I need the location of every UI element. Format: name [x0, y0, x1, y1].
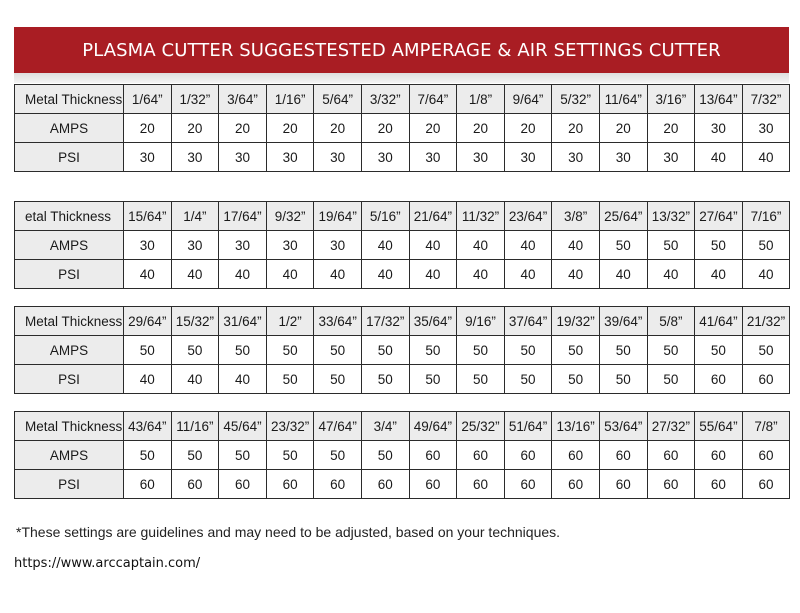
thickness-cell: 13/64” — [695, 85, 743, 114]
psi-cell: 60 — [742, 365, 790, 394]
psi-cell: 30 — [124, 143, 172, 172]
amps-cell: 50 — [504, 336, 552, 365]
psi-cell: 60 — [171, 470, 219, 499]
thickness-cell: 1/4” — [171, 202, 219, 231]
amps-cell: 60 — [647, 441, 695, 470]
thickness-cell: 49/64” — [409, 412, 457, 441]
psi-cell: 50 — [599, 365, 647, 394]
amps-cell: 60 — [504, 441, 552, 470]
thickness-cell: 5/64” — [314, 85, 362, 114]
amps-cell: 20 — [552, 114, 600, 143]
thickness-cell: 9/64” — [504, 85, 552, 114]
psi-cell: 60 — [504, 470, 552, 499]
thickness-cell: 3/8” — [552, 202, 600, 231]
amps-cell: 50 — [742, 336, 790, 365]
thickness-row — [15, 85, 790, 114]
thickness-cell: 47/64” — [314, 412, 362, 441]
thickness-row — [15, 307, 790, 336]
psi-cell: 60 — [124, 470, 172, 499]
amps-cell: 50 — [219, 336, 267, 365]
amps-cell: 20 — [504, 114, 552, 143]
thickness-cell: 37/64” — [504, 307, 552, 336]
amps-cell: 50 — [647, 336, 695, 365]
psi-cell: 60 — [457, 470, 505, 499]
row-label: AMPS — [15, 231, 124, 260]
row-label: Metal Thickness — [15, 412, 124, 441]
amps-cell: 40 — [409, 231, 457, 260]
psi-row — [15, 470, 790, 499]
settings-table — [14, 84, 790, 172]
thickness-cell: 1/8” — [457, 85, 505, 114]
page-title: PLASMA CUTTER SUGGESTESTED AMPERAGE & AIR SETTINGS CUTTER — [82, 39, 721, 61]
amps-row — [15, 441, 790, 470]
psi-cell: 60 — [361, 470, 409, 499]
row-label: PSI — [15, 143, 124, 172]
thickness-cell: 11/16” — [171, 412, 219, 441]
amps-cell: 50 — [695, 336, 743, 365]
thickness-cell: 9/16” — [457, 307, 505, 336]
psi-cell: 40 — [457, 260, 505, 289]
psi-cell: 30 — [266, 143, 314, 172]
amps-cell: 20 — [219, 114, 267, 143]
thickness-cell: 17/32” — [361, 307, 409, 336]
amps-cell: 40 — [504, 231, 552, 260]
amps-cell: 50 — [647, 231, 695, 260]
amps-cell: 50 — [695, 231, 743, 260]
psi-cell: 50 — [314, 365, 362, 394]
thickness-cell: 1/64” — [124, 85, 172, 114]
psi-cell: 50 — [361, 365, 409, 394]
amps-row — [15, 231, 790, 260]
amps-cell: 50 — [314, 336, 362, 365]
amps-cell: 50 — [361, 336, 409, 365]
thickness-cell: 15/64” — [124, 202, 172, 231]
psi-cell: 30 — [599, 143, 647, 172]
thickness-row — [15, 202, 790, 231]
row-label: AMPS — [15, 441, 124, 470]
thickness-cell: 17/64” — [219, 202, 267, 231]
amps-cell: 50 — [171, 441, 219, 470]
thickness-cell: 5/32” — [552, 85, 600, 114]
row-label: AMPS — [15, 336, 124, 365]
thickness-cell: 19/32” — [552, 307, 600, 336]
amps-cell: 60 — [695, 441, 743, 470]
settings-table — [14, 306, 790, 394]
thickness-cell: 7/16” — [742, 202, 790, 231]
psi-cell: 30 — [361, 143, 409, 172]
psi-cell: 40 — [504, 260, 552, 289]
amps-cell: 30 — [219, 231, 267, 260]
psi-cell: 60 — [409, 470, 457, 499]
psi-cell: 50 — [647, 365, 695, 394]
amps-cell: 50 — [266, 336, 314, 365]
thickness-cell: 41/64” — [695, 307, 743, 336]
title-banner — [14, 27, 789, 73]
amps-cell: 50 — [599, 231, 647, 260]
thickness-cell: 7/32” — [742, 85, 790, 114]
psi-cell: 60 — [647, 470, 695, 499]
psi-cell: 30 — [552, 143, 600, 172]
psi-cell: 30 — [409, 143, 457, 172]
thickness-cell: 5/8” — [647, 307, 695, 336]
thickness-cell: 53/64” — [599, 412, 647, 441]
amps-cell: 60 — [742, 441, 790, 470]
psi-cell: 50 — [409, 365, 457, 394]
amps-cell: 50 — [361, 441, 409, 470]
thickness-cell: 1/16” — [266, 85, 314, 114]
amps-cell: 60 — [409, 441, 457, 470]
thickness-cell: 45/64” — [219, 412, 267, 441]
amps-row — [15, 114, 790, 143]
amps-cell: 20 — [599, 114, 647, 143]
thickness-cell: 3/4” — [361, 412, 409, 441]
settings-table — [14, 201, 790, 289]
amps-cell: 20 — [361, 114, 409, 143]
amps-cell: 20 — [647, 114, 695, 143]
settings-table — [14, 411, 790, 499]
amps-cell: 50 — [266, 441, 314, 470]
thickness-cell: 23/32” — [266, 412, 314, 441]
row-label: PSI — [15, 365, 124, 394]
thickness-cell: 27/32” — [647, 412, 695, 441]
psi-cell: 60 — [599, 470, 647, 499]
thickness-row — [15, 412, 790, 441]
amps-cell: 50 — [552, 336, 600, 365]
amps-cell: 20 — [124, 114, 172, 143]
psi-cell: 40 — [314, 260, 362, 289]
amps-cell: 60 — [599, 441, 647, 470]
amps-cell: 60 — [552, 441, 600, 470]
thickness-cell: 29/64” — [124, 307, 172, 336]
psi-cell: 40 — [695, 260, 743, 289]
amps-cell: 30 — [266, 231, 314, 260]
psi-cell: 40 — [552, 260, 600, 289]
psi-cell: 40 — [171, 260, 219, 289]
row-label: PSI — [15, 470, 124, 499]
row-label: etal Thickness — [15, 202, 124, 231]
thickness-cell: 33/64” — [314, 307, 362, 336]
psi-row — [15, 143, 790, 172]
amps-cell: 30 — [171, 231, 219, 260]
psi-cell: 60 — [219, 470, 267, 499]
amps-cell: 40 — [361, 231, 409, 260]
psi-cell: 40 — [124, 260, 172, 289]
psi-cell: 40 — [171, 365, 219, 394]
thickness-cell: 3/16” — [647, 85, 695, 114]
psi-cell: 60 — [552, 470, 600, 499]
thickness-cell: 35/64” — [409, 307, 457, 336]
thickness-cell: 43/64” — [124, 412, 172, 441]
thickness-cell: 3/64” — [219, 85, 267, 114]
thickness-cell: 19/64” — [314, 202, 362, 231]
amps-cell: 20 — [409, 114, 457, 143]
row-label: Metal Thickness — [15, 85, 124, 114]
amps-cell: 20 — [266, 114, 314, 143]
psi-cell: 50 — [504, 365, 552, 394]
psi-cell: 40 — [742, 143, 790, 172]
amps-cell: 50 — [124, 441, 172, 470]
thickness-cell: 1/32” — [171, 85, 219, 114]
psi-cell: 40 — [409, 260, 457, 289]
psi-cell: 60 — [314, 470, 362, 499]
psi-cell: 50 — [552, 365, 600, 394]
psi-cell: 30 — [219, 143, 267, 172]
psi-cell: 40 — [647, 260, 695, 289]
psi-cell: 40 — [695, 143, 743, 172]
thickness-cell: 39/64” — [599, 307, 647, 336]
footnote: *These settings are guidelines and may need to be adjusted, based on your techniques. — [16, 524, 561, 540]
source-url[interactable]: https://www.arccaptain.com/ — [14, 556, 201, 571]
amps-cell: 50 — [599, 336, 647, 365]
psi-cell: 40 — [219, 365, 267, 394]
thickness-cell: 25/32” — [457, 412, 505, 441]
thickness-cell: 13/32” — [647, 202, 695, 231]
amps-cell: 30 — [314, 231, 362, 260]
psi-cell: 30 — [314, 143, 362, 172]
psi-row — [15, 365, 790, 394]
amps-cell: 20 — [314, 114, 362, 143]
thickness-cell: 21/32” — [742, 307, 790, 336]
thickness-cell: 23/64” — [504, 202, 552, 231]
thickness-cell: 15/32” — [171, 307, 219, 336]
psi-cell: 30 — [504, 143, 552, 172]
psi-cell: 40 — [742, 260, 790, 289]
psi-cell: 50 — [457, 365, 505, 394]
amps-cell: 30 — [124, 231, 172, 260]
psi-cell: 30 — [171, 143, 219, 172]
psi-cell: 40 — [599, 260, 647, 289]
thickness-cell: 7/64” — [409, 85, 457, 114]
amps-cell: 20 — [457, 114, 505, 143]
psi-row — [15, 260, 790, 289]
thickness-cell: 55/64” — [695, 412, 743, 441]
psi-cell: 30 — [457, 143, 505, 172]
amps-cell: 50 — [171, 336, 219, 365]
amps-cell: 50 — [409, 336, 457, 365]
thickness-cell: 13/16” — [552, 412, 600, 441]
thickness-cell: 3/32” — [361, 85, 409, 114]
thickness-cell: 21/64” — [409, 202, 457, 231]
thickness-cell: 25/64” — [599, 202, 647, 231]
thickness-cell: 11/64” — [599, 85, 647, 114]
amps-cell: 50 — [742, 231, 790, 260]
amps-cell: 30 — [695, 114, 743, 143]
psi-cell: 60 — [695, 365, 743, 394]
thickness-cell: 5/16” — [361, 202, 409, 231]
psi-cell: 60 — [266, 470, 314, 499]
amps-cell: 20 — [171, 114, 219, 143]
amps-cell: 50 — [124, 336, 172, 365]
row-label: PSI — [15, 260, 124, 289]
psi-cell: 40 — [124, 365, 172, 394]
amps-row — [15, 336, 790, 365]
thickness-cell: 9/32” — [266, 202, 314, 231]
psi-cell: 30 — [647, 143, 695, 172]
psi-cell: 40 — [219, 260, 267, 289]
thickness-cell: 27/64” — [695, 202, 743, 231]
thickness-cell: 7/8” — [742, 412, 790, 441]
amps-cell: 50 — [314, 441, 362, 470]
thickness-cell: 1/2” — [266, 307, 314, 336]
psi-cell: 50 — [266, 365, 314, 394]
row-label: Metal Thickness — [15, 307, 124, 336]
amps-cell: 50 — [457, 336, 505, 365]
thickness-cell: 11/32” — [457, 202, 505, 231]
amps-cell: 40 — [457, 231, 505, 260]
psi-cell: 40 — [361, 260, 409, 289]
amps-cell: 40 — [552, 231, 600, 260]
thickness-cell: 51/64” — [504, 412, 552, 441]
banner-shadow-band — [14, 73, 789, 83]
row-label: AMPS — [15, 114, 124, 143]
thickness-cell: 31/64” — [219, 307, 267, 336]
amps-cell: 60 — [457, 441, 505, 470]
amps-cell: 30 — [742, 114, 790, 143]
psi-cell: 60 — [695, 470, 743, 499]
psi-cell: 40 — [266, 260, 314, 289]
psi-cell: 60 — [742, 470, 790, 499]
amps-cell: 50 — [219, 441, 267, 470]
